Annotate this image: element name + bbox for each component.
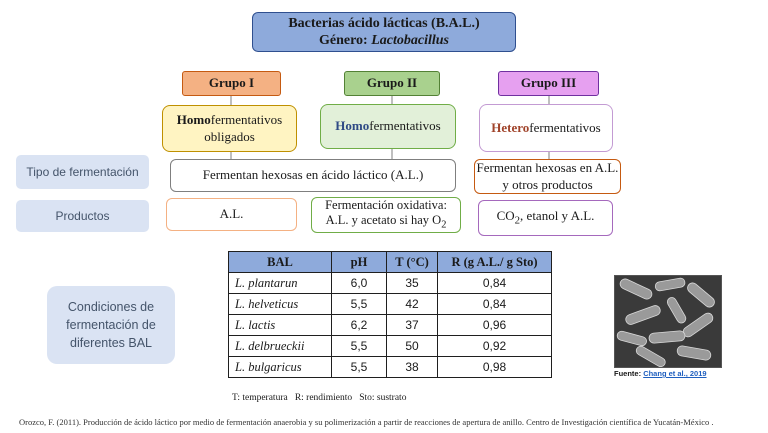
cell-temperature: 35 <box>387 273 438 294</box>
group-3-type-prefix: Hetero <box>491 119 530 135</box>
group-3-type-rest: fermentativos <box>529 119 601 135</box>
group-2-type-prefix: Homo <box>335 118 370 134</box>
products-group-3-co: CO <box>496 207 515 223</box>
bacteria-micrograph-svg <box>615 276 721 367</box>
col-header-bal: BAL <box>229 252 332 273</box>
title-line2 <box>319 32 449 50</box>
diagram-title <box>252 12 516 52</box>
products-group-3 <box>478 200 613 236</box>
image-source <box>614 369 707 378</box>
fermentation-hetero: Fermentan hexosas en A.L. y otros productos <box>474 159 621 194</box>
products-group-3-subscript: 2 <box>514 214 521 227</box>
group-1-type <box>162 105 297 152</box>
products-group-1: A.L. <box>166 198 297 231</box>
cell-ph: 5,5 <box>332 294 387 315</box>
table-legend: T: temperatura R: rendimiento Sto: sustrato <box>232 393 407 403</box>
group-1-type-rest: fermentativos obligados <box>204 112 283 144</box>
products-group-2-subscript: 2 <box>441 219 447 231</box>
cell-ph: 5,5 <box>332 336 387 357</box>
cell-yield: 0,84 <box>438 273 552 294</box>
label-fermentation-type: Tipo de fermentación <box>16 155 149 189</box>
col-header-ph: pH <box>332 252 387 273</box>
group-1-type-prefix: Homo <box>176 112 211 128</box>
cell-ph: 6,2 <box>332 315 387 336</box>
col-header-temperature: T (°C) <box>387 252 438 273</box>
bacteria-micrograph-image <box>614 275 722 368</box>
reference-citation: Orozco, F. (2011). Producción de ácido láctico por medio de fermentación anaerobia y su polimerización a partir de reacciones de apertura de anillo. Centro de Investigación científica de Yucatán-México . <box>19 417 714 427</box>
cell-yield: 0,98 <box>438 357 552 378</box>
cell-temperature: 50 <box>387 336 438 357</box>
cell-bal: L. helveticus <box>229 294 332 315</box>
cell-ph: 5,5 <box>332 357 387 378</box>
image-source-link[interactable]: Chang et al., 2019 <box>643 369 707 378</box>
cell-temperature: 42 <box>387 294 438 315</box>
table-row <box>229 294 552 315</box>
title-genus: Lactobacillus <box>371 33 449 48</box>
title-genus-prefix: Género: <box>318 33 368 48</box>
fermentation-homo: Fermentan hexosas en ácido láctico (A.L.) <box>170 159 456 192</box>
cell-bal: L. plantarun <box>229 273 332 294</box>
cell-ph: 6,0 <box>332 273 387 294</box>
table-row <box>229 336 552 357</box>
group-3-header: Grupo III <box>498 71 599 96</box>
cell-bal: L. bulgaricus <box>229 357 332 378</box>
cell-temperature: 37 <box>387 315 438 336</box>
group-2-type <box>320 104 456 149</box>
table-header-row <box>229 252 552 273</box>
group-2-type-rest: fermentativos <box>369 118 441 134</box>
title-line1: Bacterias ácido lácticas (B.A.L.) <box>288 15 480 31</box>
cell-yield: 0,96 <box>438 315 552 336</box>
group-2-header: Grupo II <box>344 71 440 96</box>
products-group-3-rest: , etanol y A.L. <box>520 207 595 223</box>
bal-conditions-table <box>228 251 552 378</box>
image-source-label: Fuente: <box>614 369 642 378</box>
col-header-yield: R (g A.L./ g Sto) <box>438 252 552 273</box>
label-conditions: Condiciones de fermentación de diferentes BAL <box>47 286 175 364</box>
group-1-header: Grupo I <box>182 71 281 96</box>
products-group-2 <box>311 197 461 233</box>
products-group-2-line2: A.L. y acetato si hay O <box>325 213 442 227</box>
table-row <box>229 273 552 294</box>
cell-bal: L. delbrueckii <box>229 336 332 357</box>
label-products: Productos <box>16 200 149 232</box>
cell-yield: 0,84 <box>438 294 552 315</box>
table-row <box>229 357 552 378</box>
cell-yield: 0,92 <box>438 336 552 357</box>
cell-temperature: 38 <box>387 357 438 378</box>
cell-bal: L. lactis <box>229 315 332 336</box>
table-row <box>229 315 552 336</box>
group-3-type <box>479 104 613 152</box>
products-group-2-line1: Fermentación oxidativa: <box>325 198 447 212</box>
